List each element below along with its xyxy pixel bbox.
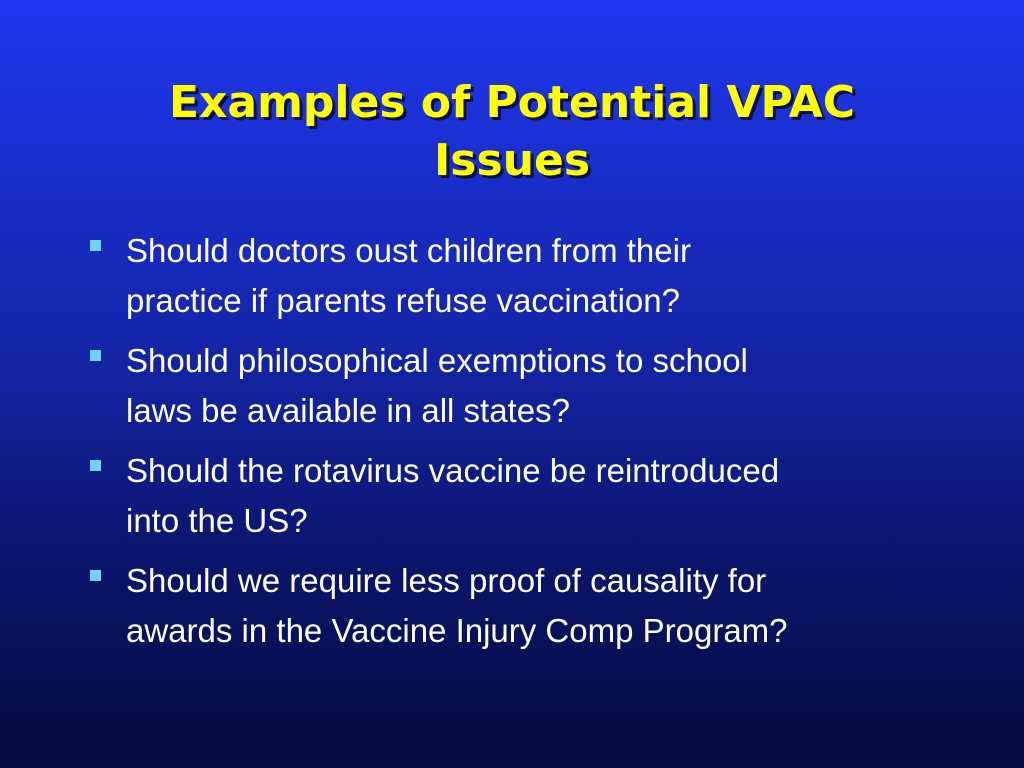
square-bullet-icon: [90, 240, 101, 251]
bullet-item: [88, 336, 948, 436]
bullet-text-line-1: Should doctors oust children from their: [126, 232, 691, 269]
bullet-text-line-2: practice if parents refuse vaccination?: [126, 282, 680, 319]
square-bullet-icon: [90, 570, 101, 581]
bullet-item: [88, 446, 948, 546]
bullet-text-line-2: laws be available in all states?: [126, 392, 570, 429]
slide-title: [40, 74, 984, 190]
bullet-text-line-1: Should philosophical exemptions to school: [126, 342, 748, 379]
bullet-item: [88, 226, 948, 326]
bullet-text-line-1: Should the rotavirus vaccine be reintroduced: [126, 452, 780, 489]
bullet-text-line-1: Should we require less proof of causality for: [126, 562, 767, 599]
bullet-item: [88, 556, 948, 656]
bullet-text-line-2: awards in the Vaccine Injury Comp Program?: [126, 612, 788, 649]
square-bullet-icon: [90, 460, 101, 471]
slide-title-line-1: Examples of Potential VPAC: [168, 77, 856, 128]
bullet-text-line-2: into the US?: [126, 502, 308, 539]
square-bullet-icon: [90, 350, 101, 361]
slide-title-line-2: Issues: [433, 135, 591, 186]
bullet-list: [88, 226, 948, 666]
